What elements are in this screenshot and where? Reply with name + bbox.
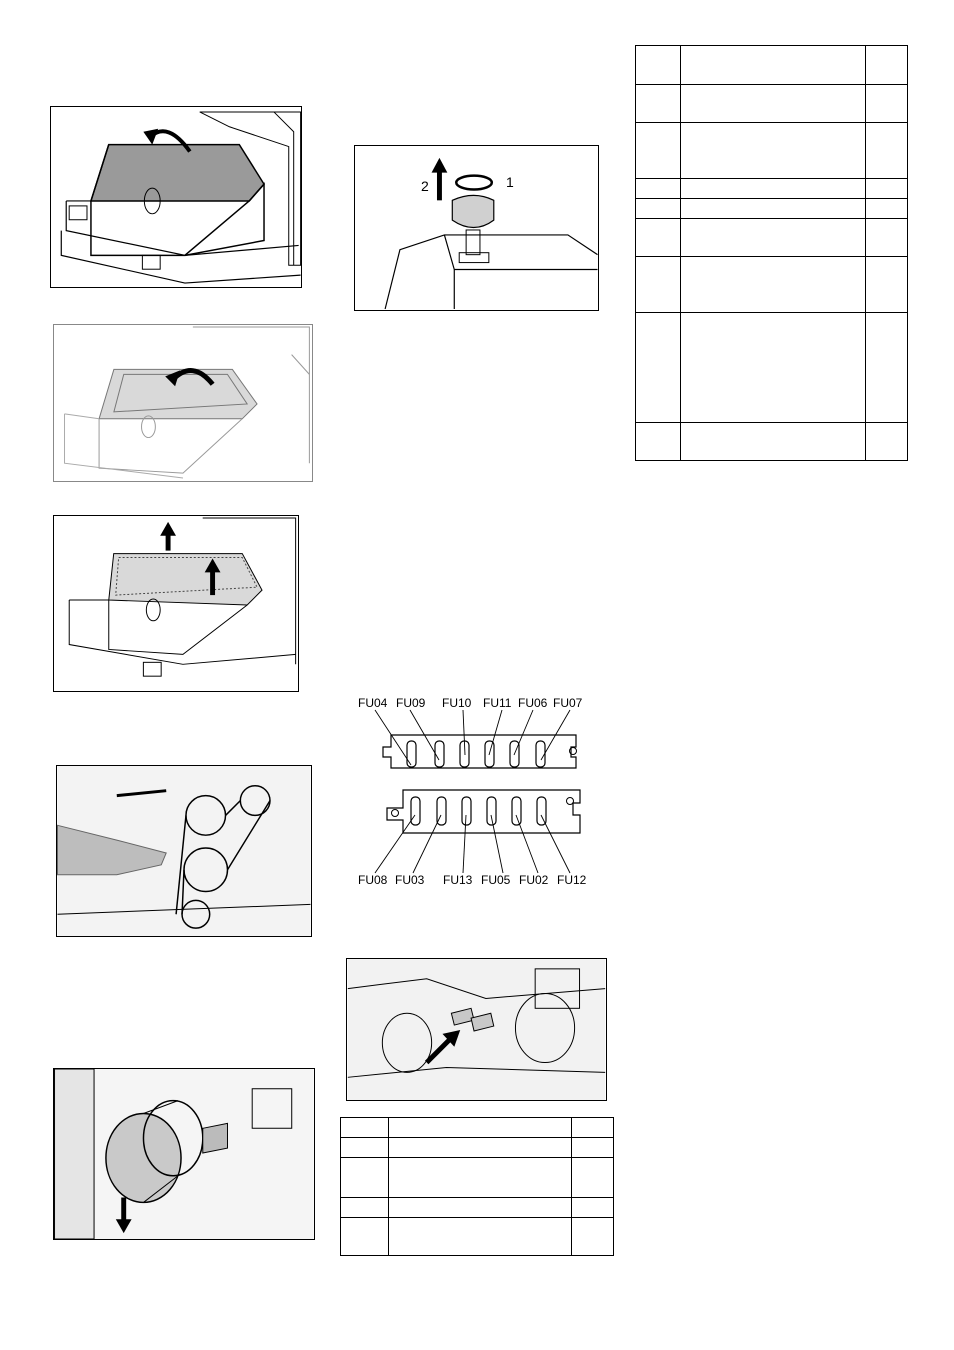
table-cell — [341, 1218, 389, 1256]
table-cell — [572, 1218, 614, 1256]
table-cell — [866, 423, 908, 461]
step-number-2: 2 — [421, 178, 429, 194]
figure-panel-lift — [53, 324, 313, 482]
table-row — [636, 199, 908, 219]
air-filter-illustration — [54, 1069, 314, 1239]
table-cell — [341, 1118, 389, 1138]
fuse-label-fu03: FU03 — [395, 873, 425, 887]
table-cell — [636, 179, 681, 199]
fuse-label-fu10: FU10 — [442, 696, 472, 710]
table-cell — [341, 1198, 389, 1218]
table-cell — [866, 219, 908, 257]
table-row — [636, 123, 908, 179]
table-cell — [572, 1198, 614, 1218]
table-cell — [389, 1118, 572, 1138]
table-cell — [866, 179, 908, 199]
table-cell — [341, 1158, 389, 1198]
fuse-label-fu12: FU12 — [557, 873, 587, 887]
table-cell — [681, 423, 866, 461]
table-row — [636, 85, 908, 123]
table-row — [636, 219, 908, 257]
table-cell — [866, 257, 908, 313]
table-row — [636, 313, 908, 423]
table-cell — [389, 1158, 572, 1198]
table-cell — [572, 1138, 614, 1158]
table-row — [341, 1138, 614, 1158]
table-cell — [389, 1218, 572, 1256]
table-cell — [681, 199, 866, 219]
step-number-1: 1 — [506, 174, 514, 190]
table-cell — [681, 179, 866, 199]
filter-lift-illustration — [54, 516, 298, 691]
fuse-board-outline — [355, 695, 595, 890]
table-cell — [681, 257, 866, 313]
fuse-label-fu06: FU06 — [518, 696, 548, 710]
table-cell — [636, 46, 681, 85]
table-cell — [341, 1138, 389, 1158]
figure-cover-open — [50, 106, 302, 288]
table-cell — [636, 257, 681, 313]
table-cell — [681, 123, 866, 179]
table-cell — [866, 199, 908, 219]
table-cell — [681, 313, 866, 423]
fuse-diagram — [355, 695, 595, 890]
filter-cap-illustration — [355, 146, 598, 310]
table-row — [636, 423, 908, 461]
cover-open-illustration — [51, 107, 301, 287]
table-cell — [636, 423, 681, 461]
table-cell — [866, 313, 908, 423]
table-cell — [866, 46, 908, 85]
table-cell — [636, 199, 681, 219]
figure-filter-lift — [53, 515, 299, 692]
engine-belt-illustration — [57, 766, 311, 936]
bottom-table — [340, 1117, 614, 1256]
table-cell — [636, 85, 681, 123]
fuse-label-fu13: FU13 — [443, 873, 473, 887]
table-cell — [866, 85, 908, 123]
table-cell — [866, 123, 908, 179]
table-row — [636, 46, 908, 85]
figure-relay-location — [346, 958, 607, 1101]
table-cell — [681, 46, 866, 85]
table-cell — [572, 1158, 614, 1198]
relay-location-illustration — [347, 959, 606, 1100]
fuse-label-fu05: FU05 — [481, 873, 511, 887]
table-row — [341, 1218, 614, 1256]
table-row — [341, 1158, 614, 1198]
panel-lift-illustration — [54, 325, 312, 481]
table-row — [636, 257, 908, 313]
fuse-label-fu09: FU09 — [396, 696, 426, 710]
fuse-label-fu11: FU11 — [483, 696, 512, 710]
table-cell — [636, 123, 681, 179]
table-row — [636, 179, 908, 199]
table-cell — [572, 1118, 614, 1138]
figure-air-filter — [53, 1068, 315, 1240]
fuse-label-fu08: FU08 — [358, 873, 388, 887]
right-table — [635, 45, 908, 461]
fuse-label-fu07: FU07 — [553, 696, 583, 710]
table-cell — [389, 1138, 572, 1158]
table-row — [341, 1118, 614, 1138]
table-cell — [636, 313, 681, 423]
fuse-label-fu04: FU04 — [358, 696, 388, 710]
figure-engine-belt — [56, 765, 312, 937]
table-row — [341, 1198, 614, 1218]
table-cell — [681, 85, 866, 123]
table-cell — [389, 1198, 572, 1218]
fuse-label-fu02: FU02 — [519, 873, 549, 887]
figure-filter-cap — [354, 145, 599, 311]
table-cell — [636, 219, 681, 257]
table-cell — [681, 219, 866, 257]
